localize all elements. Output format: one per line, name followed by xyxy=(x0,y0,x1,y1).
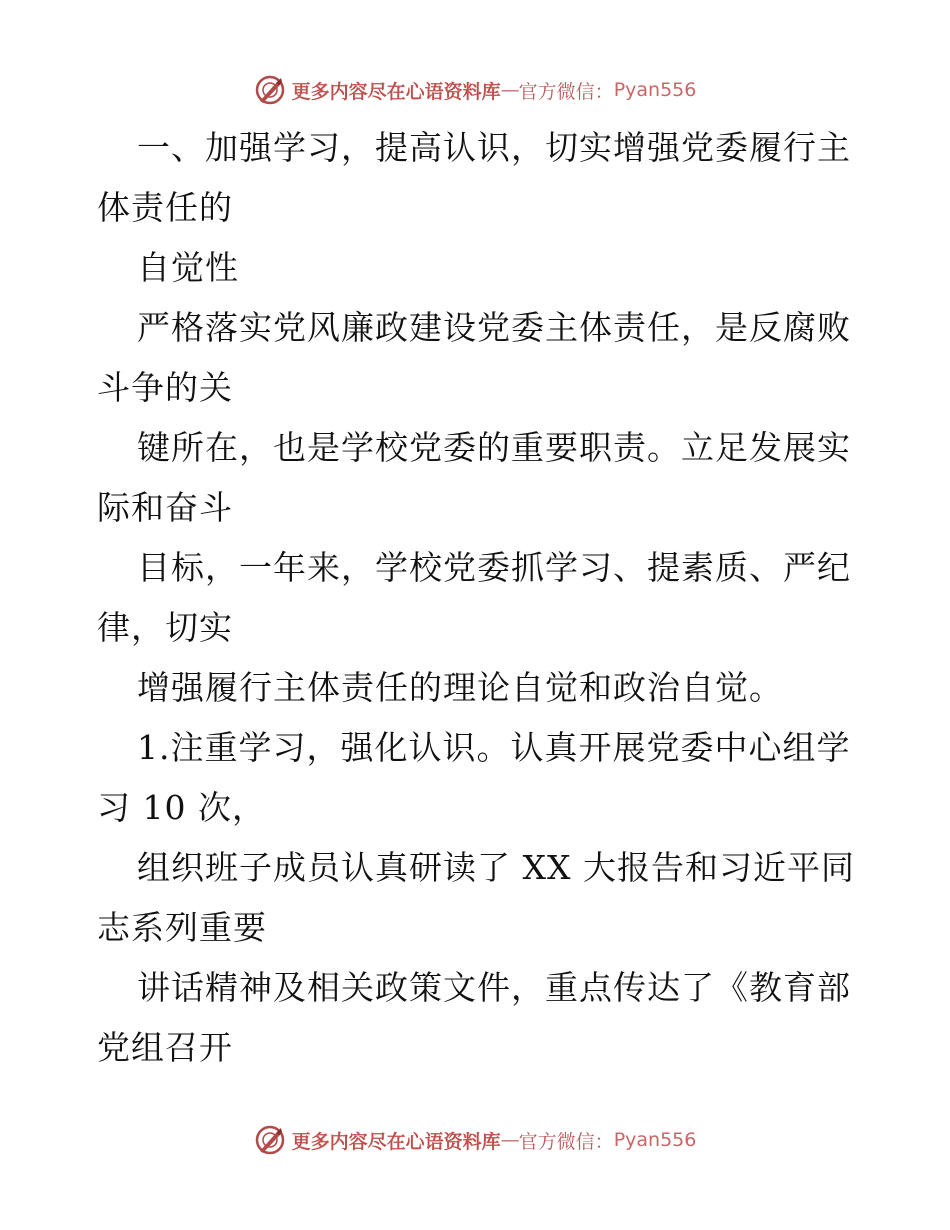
footer-site-name: 更多内容尽在心语资料库 xyxy=(291,1130,501,1153)
body-line: 律，切实 xyxy=(97,608,233,647)
body-line: 1.注重学习，强化认识。认真开展党委中心组学 xyxy=(137,728,851,767)
header-wechat-id: Pyan556 xyxy=(613,79,697,101)
header-dash: — xyxy=(500,79,519,101)
body-line: 严格落实党风廉政建设党委主体责任，是反腐败 xyxy=(137,308,851,347)
footer-watermark xyxy=(0,1120,950,1160)
body-line: 志系列重要 xyxy=(97,908,267,947)
body-line: 际和奋斗 xyxy=(97,488,233,527)
body-line: 组织班子成员认真研读了 XX 大报告和习近平同 xyxy=(137,848,855,887)
header-site-name: 更多内容尽在心语资料库 xyxy=(291,80,501,103)
footer-wechat-id: Pyan556 xyxy=(613,1129,697,1151)
body-line: 增强履行主体责任的理论自觉和政治自觉。 xyxy=(137,668,783,707)
body-line: 体责任的 xyxy=(97,188,233,227)
body-line: 自觉性 xyxy=(137,248,239,287)
body-line: 一、加强学习，提高认识，切实增强党委履行主 xyxy=(137,128,851,167)
body-line: 目标，一年来，学校党委抓学习、提素质、严纪 xyxy=(137,548,851,587)
header-watermark xyxy=(0,70,950,110)
body-line: 讲话精神及相关政策文件，重点传达了《教育部 xyxy=(137,968,851,1007)
document-body xyxy=(97,118,857,1078)
pen-logo-icon xyxy=(254,1124,286,1156)
body-line: 习 10 次， xyxy=(97,788,266,827)
body-line: 党组召开 xyxy=(97,1028,233,1067)
header-wechat-label: 官方微信： xyxy=(518,80,614,103)
footer-wechat-label: 官方微信： xyxy=(518,1130,614,1153)
footer-dash: — xyxy=(500,1129,519,1151)
pen-logo-icon xyxy=(254,74,286,106)
body-line: 斗争的关 xyxy=(97,368,233,407)
body-line: 键所在，也是学校党委的重要职责。立足发展实 xyxy=(137,428,851,467)
